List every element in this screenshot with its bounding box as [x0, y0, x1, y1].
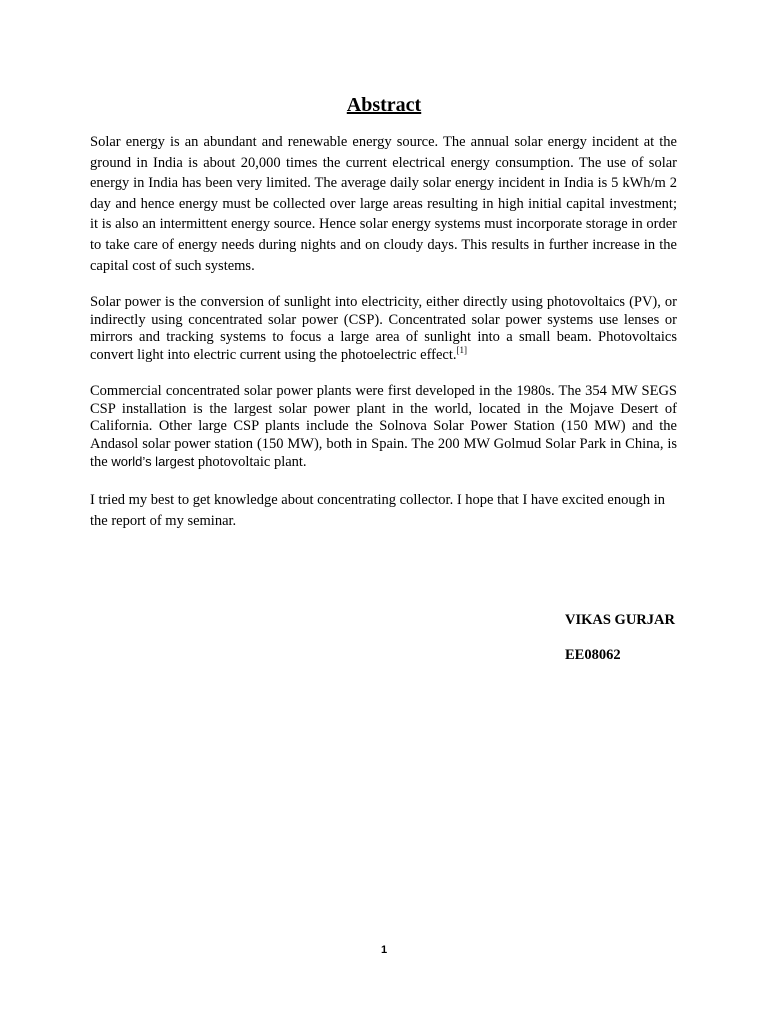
abstract-paragraph-1: Solar energy is an abundant and renewable energy source. The annual solar energy incident at the ground in India is about 20,000 times the current electrical energy consumption. The use of solar energy in India has been very limited. The average daily solar energy incident in India is 5 kWh/m 2 day and hence energy must be collected over large areas resulting in high initial capital investment; it is also an intermittent energy source. Hence solar energy systems must incorporate storage in order to take care of energy needs during nights and on cloudy days. This results in further increase in the capital cost of such systems. — [90, 134, 677, 274]
roll-number: EE08062 — [565, 647, 621, 663]
abstract-paragraph-3 — [90, 383, 677, 472]
page-number: 1 — [380, 944, 388, 956]
paragraph-3-text-end: photovoltaic plant. — [194, 454, 307, 470]
abstract-paragraph-2 — [90, 294, 677, 364]
paragraph-2-text: Solar power is the conversion of sunlight into electricity, either directly using photovoltaics (PV), or indirectly using concentrated solar power (CSP). Concentrated solar power systems use lenses or mirrors and tracking systems to focus a large area of sunlight into a small beam. Photovoltaics convert light into electric current using the photoelectric effect. — [90, 294, 677, 363]
paragraph-3-highlight: world’s largest — [111, 454, 195, 469]
paragraph-3-text-start: Commercial concentrated solar power plants were first developed in the 1980s. The 354 MW SEGS CSP installation is the largest solar power plant in the world, located in the Mojave Desert of California. Other large CSP plants include the Solnova Solar Power Station (150 MW) and the Andasol solar power station (150 MW), both in Spain. The 200 MW Golmud Solar Park in China, is the — [90, 383, 677, 470]
page-title: Abstract — [346, 94, 422, 116]
reference-superscript: [1] — [456, 344, 468, 355]
abstract-paragraph-4: I tried my best to get knowledge about concentrating collector. I hope that I have excited enough in the report of my seminar. — [90, 492, 665, 529]
author-name: VIKAS GURJAR — [565, 612, 675, 628]
